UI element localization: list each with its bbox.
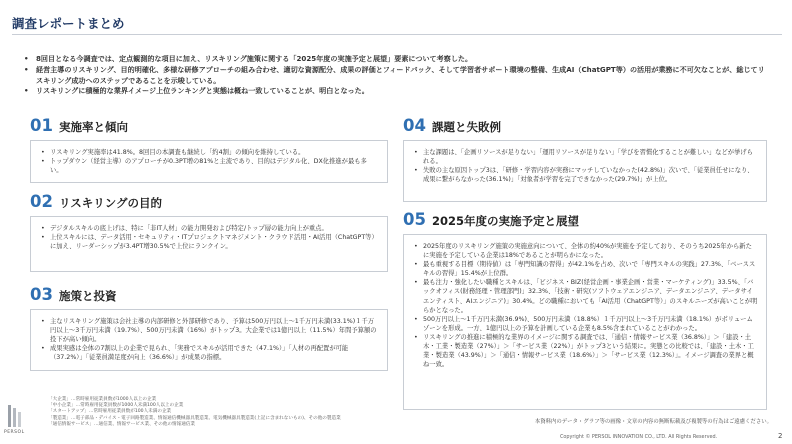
section-number: 04 (403, 116, 426, 135)
section-title: 実施率と傾向 (58, 120, 128, 134)
list-item: • 2025年度のリスキリング施策の実施意向について、全体の約40%が実施を予定しており、そのうち2025年から新たに実施を予定している企業は18%であることが明らかになった。 (412, 242, 758, 260)
section-03-box (30, 309, 388, 371)
title-divider (12, 34, 782, 35)
footnote: 「大企業」…常時雇用従業員数が1000人以上の企業 (48, 397, 157, 402)
section-05-header (403, 211, 579, 230)
persol-logo-icon (8, 405, 22, 427)
intro-item: • 8回目となる今調査では、定点観測的な項目に加え、リスキリング施策に関する「2025年度の実施予定と展望」要素について考察した。 (22, 54, 767, 65)
source-note: 本資料内のデータ・グラフ等の画像・文章の内容の無断転載及び複製等の行為はご遠慮ください。 (534, 419, 772, 425)
section-number: 03 (30, 285, 53, 304)
list-item: • デジタルスキルの底上げは、特に「非IT人材」の能力開発および特定/トップ層の能力向上が重点。 (39, 224, 379, 233)
page-number: 2 (778, 432, 783, 440)
section-title: 2025年度の実施予定と展望 (431, 214, 579, 228)
section-number: 05 (403, 210, 426, 229)
intro-item: • 経営主導のリスキリング、目的明確化、多様な研修アプローチの組み合わせ、適切な資源配分、成果の評価とフィードバック、そして学習者サポート環境の整備、生成AI（ChatGPT等）の活用が業務に不可欠なことが、総じてリスキリング成功へのステップであることを示唆している。 (22, 65, 767, 87)
logo-text: PERSOL (4, 430, 25, 435)
section-title: 施策と投資 (58, 289, 117, 303)
footnotes (48, 397, 341, 428)
list-item: • 500万円以上～1千万円未満(36.9%)、500万円未満（18.8%）１千万円以上～3千万円未満（18.1%）がボリュームゾーンを形成。一方、1億円以上の予算を計画している企業も8.5%含まれていることがわかった。 (412, 315, 758, 333)
section-04-header (403, 117, 501, 136)
footnote: 「製造業」…電子部品・デバイス・電子回路製造業、情報通信機械器具製造業、電気機械器具製造業(上記に含まれないもの)、その他の製造業 (48, 415, 341, 421)
section-01-box (30, 140, 388, 183)
footnote: 「中小企業」…常時雇用従業員数が1000人未満100人以上の企業 (48, 403, 184, 409)
list-item: • 失敗の主な原因トップ3は、「研修・学習内容が実務にマッチしていなかった(42.8%)」次いで、「従業員任せになり、成果に繋がらなかった(36.1%)」「対象者が学習を完了できなかった(29.7%)」が上位。 (412, 166, 758, 184)
section-04-box (403, 140, 767, 202)
copyright: Copyright © PERSOL INNOVATION CO., LTD. All Rights Reserved. (560, 434, 718, 440)
intro-list (22, 54, 767, 97)
footnote: 「通信情報サービス」…通信業、情報サービス業、その他の情報通信業 (48, 421, 196, 427)
list-item: • 上位スキルには、データ活用・セキュリティ・ITプロジェクトマネジメント・クラウド活用・AI活用（ChatGPT等）に加え、リーダーシップが3.4PT増30.5%で上位にランクイン。 (39, 233, 379, 251)
section-02-box (30, 216, 388, 272)
section-02-header (30, 193, 162, 212)
section-number: 01 (30, 116, 53, 135)
page-title: 調査レポートまとめ (12, 16, 125, 31)
list-item: • トップダウン（経営主導）のアプローチが0.3PT増の81%と主流であり、目的はデジタル化、DX化推進が最も多い。 (39, 157, 379, 175)
list-item: • 最も注力・強化したい職種とスキルは、「ビジネス・BIZ(経営企画・事業企画・営業・マーケティング)」33.5%、「バックオフィス(財務経理・管理部門)」32.3%、「技術・研究(ソフトウェアエンジニア、データエンジニア、データサイエンティスト、AIエンジニア)」30.4%。どの職種においても「AI活用（ChatGPT等）」のスキルニーズが高いことが明らかとなった。 (412, 278, 758, 314)
section-05-box (403, 234, 767, 410)
intro-item: • リスキリングに積極的な業界イメージ上位ランキングと実態は概ね一致していることが、明白となった。 (22, 86, 767, 97)
list-item: • 成果実感は全体の7割以上の企業で見られ、「実務でスキルが活用できた（47.1%）」「人材の再配置が可能（37.2%）」「従業員満足度が向上（36.6%）」が成果の指標。 (39, 344, 379, 362)
section-title: 課題と失敗例 (431, 120, 501, 134)
footnote: 「スタートアップ」…常時雇用従業員数が100人未満の企業 (48, 409, 172, 415)
section-03-header (30, 286, 116, 305)
section-01-header (30, 117, 128, 136)
list-item: • リスキリングの推進に積極的な業界のイメージに関する調査では、「通信・情報サービス業（36.8%）」＞「建設・土木・工業・製造業（27%）」＞「サービス業（22%）」がトップ3という結果に。実態との比較では、「建設・土木・工業・製造業（43.9%）」＞「通信・情報サービス業（18.6%）」＞「サービス業（12.3%）」。イメージ調査の業界と概ね一致。 (412, 333, 758, 369)
section-title: リスキリングの目的 (58, 196, 163, 210)
section-number: 02 (30, 192, 53, 211)
list-item: • 主なリスキリング施策は会社主導の内部研修と外部研修であり、予算は500万円以上～1千万円未満(33.1%)１千万円以上～3千万円未満（19.7%）、500万円未満（16%）がトップ3。大企業では1億円以上（11.5%）年間予算額の投下が高い傾向。 (39, 317, 379, 344)
list-item: • リスキリング実施率は41.8%。8回目の本調査も継続し「約4割」の傾向を維持している。 (39, 148, 379, 157)
list-item: • 主な課題は、「企画リソースが足りない」「運用リソースが足りない」「学びを習慣化することが難しい」などが挙げられる。 (412, 148, 758, 166)
list-item: • 最も重視する目標（期待値）は「専門知識の習得」が42.1%を占め、次いで「専門スキルの実践」27.3%、「ベーススキルの習得」15.4%が上位群。 (412, 260, 758, 278)
